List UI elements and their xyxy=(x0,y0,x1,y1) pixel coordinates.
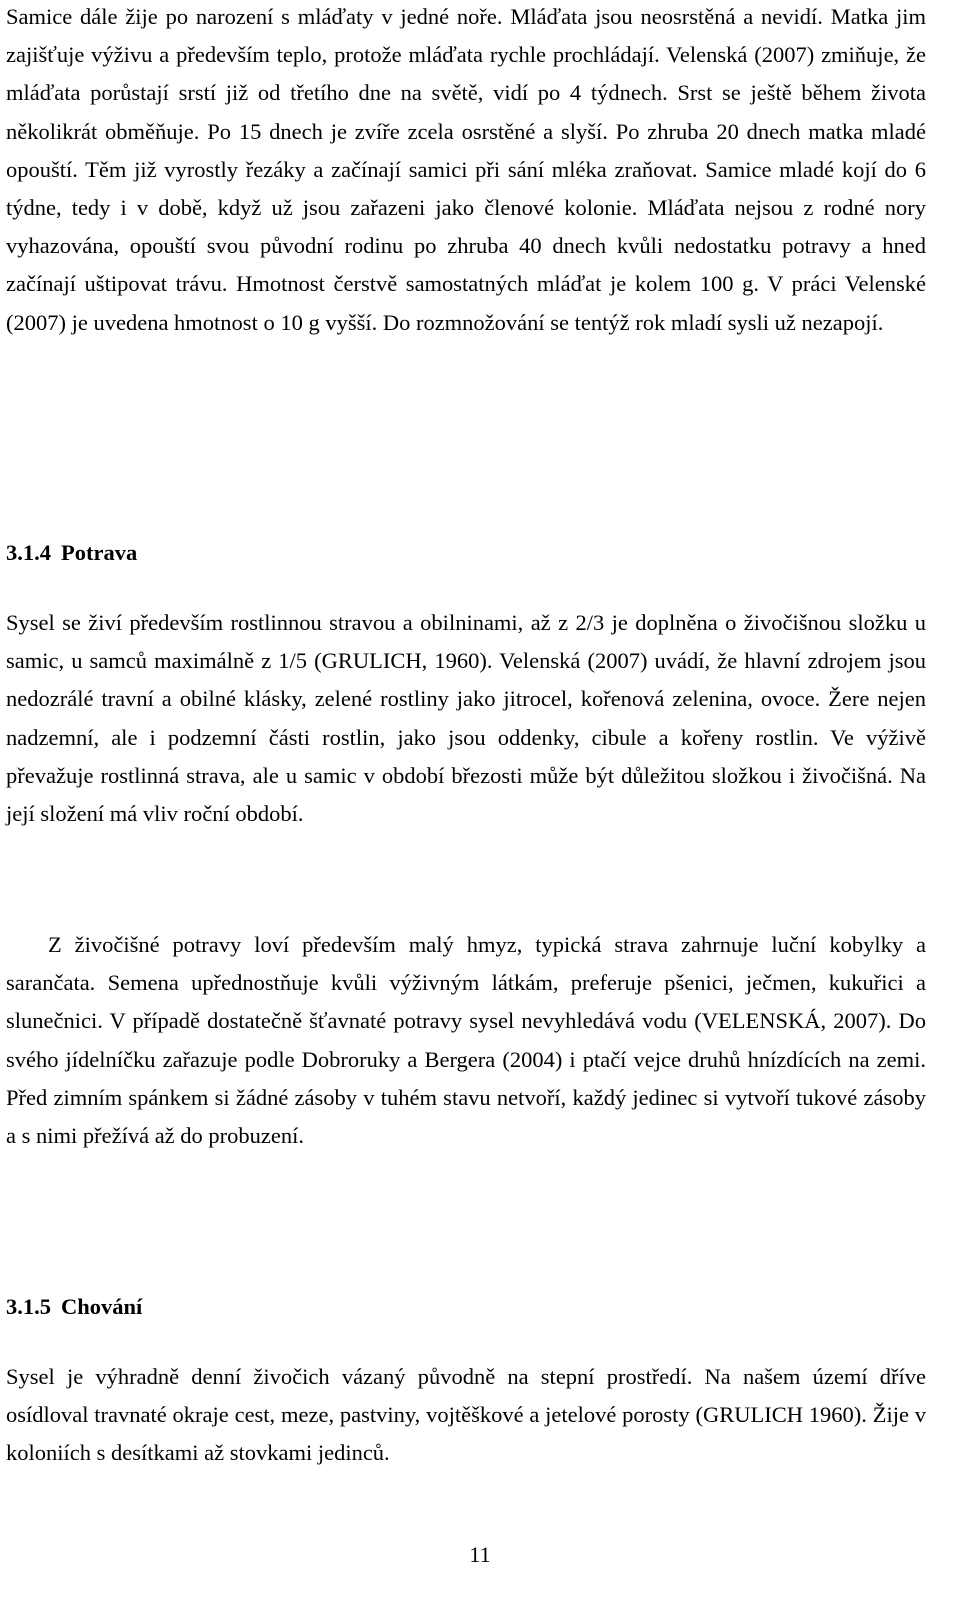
page-number: 11 xyxy=(469,1542,491,1567)
section-heading-potrava xyxy=(6,534,137,572)
section-title: Potrava xyxy=(61,540,138,565)
section-title: Chování xyxy=(61,1294,143,1319)
paragraph-young-development: Samice dále žije po narození s mláďaty v jedné noře. Mláďata jsou neosrstěná a nevidí. Matka jim zajišťuje výživu a především teplo, protože mláďata rychle prochládají. Velenská (2007) zmiňuje, že mláďata porůstají srstí již od třetího dne na světě, vidí po 4 týdnech. Srst se ještě během života několikrát obměňuje. Po 15 dnech je zvíře zcela osrstěné a slyší. Po zhruba 20 dnech matka mladé opouští. Těm již vyrostly řezáky a začínají samici při sání mléka zraňovat. Samice mladé kojí do 6 týdne, tedy i v době, když už jsou zařazeni jako členové kolonie. Mláďata nejsou z rodné nory vyhazována, opouští svou původní rodinu po zhruba 40 dnech kvůli nedostatku potravy a hned začínají uštipovat trávu. Hmotnost čerstvě samostatných mláďat je kolem 100 g. V práci Velenské (2007) je uvedena hmotnost o 10 g vyšší. Do rozmnožování se tentýž rok mladí sysli už nezapojí. xyxy=(6,4,926,335)
paragraph-animal-food: Z živočišné potravy loví především malý hmyz, typická strava zahrnuje luční kobylky a sarančata. Semena upřednostňuje kvůli výživným látkám, preferuje pšenici, ječmen, kukuřici a slunečnici. V případě dostatečně šťavnaté potravy sysel nevyhledává vodu (VELENSKÁ, 2007). Do svého jídelníčku zařazuje podle Dobroruky a Bergera (2004) i ptačí vejce druhů hnízdících na zemi. Před zimním spánkem si žádné zásoby v tuhém stavu netvoří, každý jedinec si vytvoří tukové zásoby a s nimi přežívá až do probuzení. xyxy=(6,932,926,1149)
section-number: 3.1.4 xyxy=(6,540,51,565)
section-heading-chovani xyxy=(6,1288,142,1326)
paragraph-diet-overview: Sysel se živí především rostlinnou stravou a obilninami, až z 2/3 je doplněna o živočišnou složku u samic, u samců maximálně z 1/5 (GRULICH, 1960). Velenská (2007) uvádí, že hlavní zdrojem jsou nedozrálé travní a obilné klásky, zelené rostliny jako jitrocel, kořenová zelenina, ovoce. Žere nejen nadzemní, ale i podzemní části rostlin, jako jsou oddenky, cibule a kořeny rostlin. Ve výživě převažuje rostlinná strava, ale u samic v období březosti může být důležitou složkou i živočišná. Na její složení má vliv roční období. xyxy=(6,610,926,827)
paragraph-behavior: Sysel je výhradně denní živočich vázaný původně na stepní prostředí. Na našem území dříve osídloval travnaté okraje cest, meze, pastviny, vojtěškové a jetelové porosty (GRULICH 1960). Žije v koloniích s desítkami až stovkami jedinců. xyxy=(6,1364,926,1466)
section-number: 3.1.5 xyxy=(6,1294,51,1319)
